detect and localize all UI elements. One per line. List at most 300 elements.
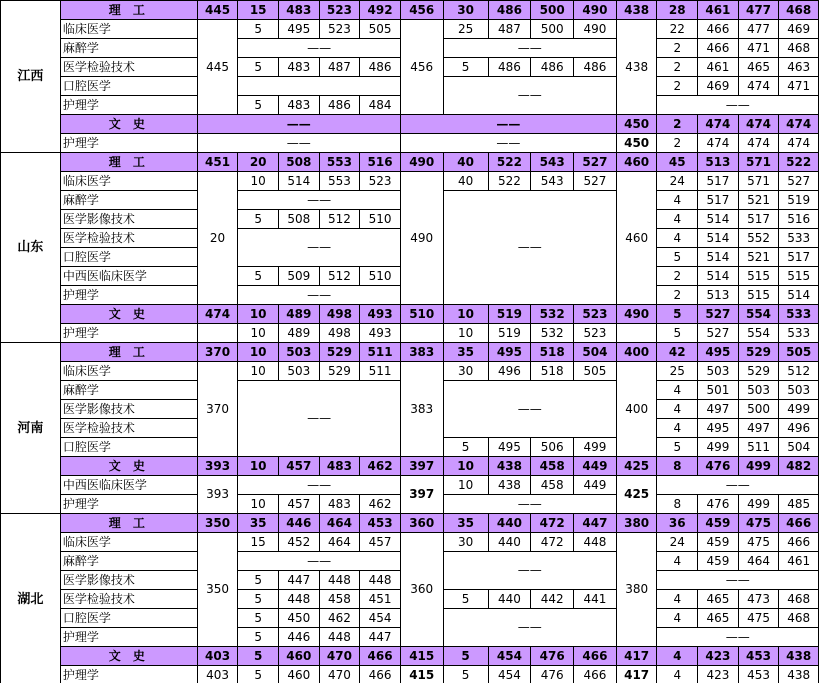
header-cell: 470: [319, 647, 360, 666]
score-cell: 476: [531, 666, 574, 683]
score-cell: 474: [738, 77, 779, 96]
score-cell: 4: [657, 419, 698, 438]
header-cell: 474: [738, 115, 779, 134]
score-cell: 4: [657, 666, 698, 683]
score-cell: 468: [779, 39, 819, 58]
header-cell: 449: [574, 457, 617, 476]
plan-cell: 460: [616, 172, 657, 305]
header-cell: 503: [278, 343, 319, 362]
score-cell: 517: [698, 191, 739, 210]
score-cell: 4: [657, 552, 698, 571]
score-cell: 571: [738, 172, 779, 191]
section-label: 文 史: [60, 457, 197, 476]
score-cell: 2: [657, 39, 698, 58]
score-cell: 514: [698, 248, 739, 267]
header-cell: 5: [657, 305, 698, 324]
header-cell: 2: [657, 115, 698, 134]
header-cell: 513: [698, 153, 739, 172]
header-cell: 453: [738, 647, 779, 666]
table-row: [1, 134, 819, 153]
score-cell: 533: [779, 324, 819, 343]
header-cell: 490: [574, 1, 617, 20]
score-cell: 514: [278, 172, 319, 191]
section-header-row: [1, 514, 819, 533]
score-cell: 529: [319, 362, 360, 381]
header-cell: 483: [278, 1, 319, 20]
score-cell: 495: [698, 419, 739, 438]
score-cell: 470: [319, 666, 360, 683]
score-cell: 511: [360, 362, 401, 381]
score-cell: 500: [738, 400, 779, 419]
score-cell: 489: [278, 324, 319, 343]
major-name: 护理学: [60, 628, 197, 647]
dash-cell: ——: [197, 134, 400, 153]
score-cell: 514: [698, 267, 739, 286]
score-cell: 512: [779, 362, 819, 381]
header-cell: 417: [616, 647, 657, 666]
header-cell: 472: [531, 514, 574, 533]
major-name: 医学检验技术: [60, 419, 197, 438]
header-cell: 519: [488, 305, 531, 324]
score-cell: 457: [360, 533, 401, 552]
header-cell: 10: [443, 305, 488, 324]
score-cell: 514: [698, 210, 739, 229]
score-cell: 529: [738, 362, 779, 381]
dash-cell: ——: [443, 381, 616, 438]
header-cell: 456: [400, 1, 443, 20]
score-cell: 486: [531, 58, 574, 77]
section-header-row: [1, 1, 819, 20]
score-cell: 2: [657, 134, 698, 153]
score-cell: 15: [238, 533, 279, 552]
plan-cell: 360: [400, 533, 443, 647]
plan-cell: 400: [616, 362, 657, 457]
score-cell: 465: [738, 58, 779, 77]
header-cell: 510: [400, 305, 443, 324]
score-cell: 499: [779, 400, 819, 419]
score-cell: 523: [319, 20, 360, 39]
header-cell: 474: [698, 115, 739, 134]
score-cell: 510: [360, 267, 401, 286]
section-label: 文 史: [60, 305, 197, 324]
score-cell: 476: [698, 495, 739, 514]
score-cell: 474: [738, 134, 779, 153]
score-cell: 503: [698, 362, 739, 381]
header-cell: 462: [360, 457, 401, 476]
score-cell: 514: [779, 286, 819, 305]
score-cell: 2: [657, 58, 698, 77]
score-cell: 506: [531, 438, 574, 457]
section-label: 理 工: [60, 514, 197, 533]
score-cell: 25: [443, 20, 488, 39]
province-name: 湖北: [1, 514, 61, 683]
score-cell: 450: [278, 609, 319, 628]
score-cell: 532: [531, 324, 574, 343]
major-name: 临床医学: [60, 362, 197, 381]
score-cell: 504: [779, 438, 819, 457]
header-cell: 403: [197, 647, 238, 666]
score-cell: 8: [657, 495, 698, 514]
major-name: 口腔医学: [60, 248, 197, 267]
plan-cell: 490: [400, 172, 443, 305]
dash-cell: ——: [238, 191, 401, 210]
score-cell: 423: [698, 666, 739, 683]
header-cell: 529: [738, 343, 779, 362]
header-cell: 383: [400, 343, 443, 362]
header-cell: 518: [531, 343, 574, 362]
plan-cell: 456: [400, 20, 443, 115]
header-cell: 543: [531, 153, 574, 172]
section-label: 理 工: [60, 1, 197, 20]
major-name: 护理学: [60, 96, 197, 115]
score-cell: 465: [698, 590, 739, 609]
score-cell: 466: [779, 533, 819, 552]
score-cell: 471: [779, 77, 819, 96]
score-cell: 440: [488, 590, 531, 609]
score-cell: 5: [657, 248, 698, 267]
major-name: 护理学: [60, 666, 197, 683]
score-cell: 5: [238, 96, 279, 115]
dash-cell: ——: [657, 476, 819, 495]
score-cell: 513: [698, 286, 739, 305]
score-cell: 448: [360, 571, 401, 590]
major-name: 医学影像技术: [60, 210, 197, 229]
score-cell: 487: [488, 20, 531, 39]
score-cell: 517: [738, 210, 779, 229]
header-cell: 529: [319, 343, 360, 362]
header-cell: 425: [616, 457, 657, 476]
score-cell: 468: [779, 609, 819, 628]
header-cell: 454: [488, 647, 531, 666]
dash-cell: ——: [238, 476, 401, 495]
section-label: 理 工: [60, 343, 197, 362]
major-name: 医学影像技术: [60, 400, 197, 419]
header-cell: 40: [443, 153, 488, 172]
score-cell: 509: [278, 267, 319, 286]
province-name: 河南: [1, 343, 61, 514]
plan-cell: 403: [197, 666, 238, 683]
section-label: 文 史: [60, 647, 197, 666]
section-label: 文 史: [60, 115, 197, 134]
empty-cell: [616, 324, 657, 343]
major-name: 麻醉学: [60, 381, 197, 400]
score-cell: 552: [738, 229, 779, 248]
score-cell: 4: [657, 590, 698, 609]
header-cell: 451: [197, 153, 238, 172]
major-name: 中西医临床医学: [60, 476, 197, 495]
score-cell: 499: [738, 495, 779, 514]
dash-cell: ——: [443, 39, 616, 58]
score-cell: 448: [574, 533, 617, 552]
header-cell: 438: [488, 457, 531, 476]
score-cell: 497: [698, 400, 739, 419]
section-header-row: [1, 153, 819, 172]
header-cell: 450: [616, 115, 657, 134]
major-name: 口腔医学: [60, 77, 197, 96]
score-cell: 498: [319, 324, 360, 343]
major-name: 临床医学: [60, 533, 197, 552]
header-cell: 490: [400, 153, 443, 172]
score-cell: 4: [657, 210, 698, 229]
header-cell: 10: [238, 305, 279, 324]
score-cell: 518: [531, 362, 574, 381]
score-cell: 22: [657, 20, 698, 39]
score-cell: 471: [738, 39, 779, 58]
header-cell: 489: [278, 305, 319, 324]
major-name: 临床医学: [60, 20, 197, 39]
major-name: 医学影像技术: [60, 571, 197, 590]
header-cell: 468: [779, 1, 819, 20]
score-cell: 487: [319, 58, 360, 77]
plan-cell: 393: [197, 476, 238, 514]
score-cell: 10: [238, 362, 279, 381]
score-cell: 503: [779, 381, 819, 400]
score-cell: 463: [779, 58, 819, 77]
major-name: 护理学: [60, 134, 197, 153]
score-cell: 451: [360, 590, 401, 609]
major-name: 护理学: [60, 286, 197, 305]
header-cell: 457: [278, 457, 319, 476]
table-row: [1, 666, 819, 683]
score-cell: 500: [531, 20, 574, 39]
header-cell: 35: [443, 514, 488, 533]
plan-cell: 438: [616, 20, 657, 115]
section-header-row: [1, 305, 819, 324]
dash-cell: ——: [657, 628, 819, 647]
major-name: 医学检验技术: [60, 229, 197, 248]
score-cell: 466: [360, 666, 401, 683]
header-cell: 466: [574, 647, 617, 666]
header-cell: 523: [574, 305, 617, 324]
plan-cell: 450: [616, 134, 657, 153]
score-cell: 5: [238, 609, 279, 628]
score-cell: 517: [779, 248, 819, 267]
major-name: 中西医临床医学: [60, 267, 197, 286]
score-cell: 453: [738, 666, 779, 683]
major-name: 护理学: [60, 495, 197, 514]
header-cell: 440: [488, 514, 531, 533]
score-cell: 5: [238, 666, 279, 683]
score-cell: 461: [698, 58, 739, 77]
score-cell: 553: [319, 172, 360, 191]
header-cell: 505: [779, 343, 819, 362]
header-cell: 20: [238, 153, 279, 172]
score-cell: 2: [657, 77, 698, 96]
header-cell: 350: [197, 514, 238, 533]
plan-cell: 20: [197, 172, 238, 305]
score-cell: 438: [779, 666, 819, 683]
score-cell: 496: [779, 419, 819, 438]
major-name: 临床医学: [60, 172, 197, 191]
header-cell: 466: [779, 514, 819, 533]
score-cell: 508: [278, 210, 319, 229]
score-cell: 5: [657, 438, 698, 457]
dash-cell: ——: [238, 381, 401, 457]
score-cell: 10: [238, 172, 279, 191]
score-cell: 466: [574, 666, 617, 683]
score-cell: 4: [657, 400, 698, 419]
score-cell: 5: [443, 438, 488, 457]
score-cell: 461: [779, 552, 819, 571]
dash-cell: ——: [657, 571, 819, 590]
header-cell: 522: [488, 153, 531, 172]
header-cell: 423: [698, 647, 739, 666]
header-cell: 393: [197, 457, 238, 476]
major-name: 麻醉学: [60, 552, 197, 571]
score-cell: 438: [488, 476, 531, 495]
header-cell: 483: [319, 457, 360, 476]
header-cell: 370: [197, 343, 238, 362]
header-cell: 464: [319, 514, 360, 533]
header-cell: 474: [779, 115, 819, 134]
score-cell: 466: [698, 39, 739, 58]
score-cell: 449: [574, 476, 617, 495]
header-cell: 447: [574, 514, 617, 533]
table-row: [1, 476, 819, 495]
score-cell: 464: [319, 533, 360, 552]
score-cell: 459: [698, 552, 739, 571]
score-cell: 505: [574, 362, 617, 381]
header-cell: 30: [443, 1, 488, 20]
plan-cell: 370: [197, 362, 238, 457]
score-cell: 512: [319, 267, 360, 286]
score-cell: 515: [779, 267, 819, 286]
score-cell: 5: [238, 210, 279, 229]
header-cell: 474: [197, 305, 238, 324]
header-cell: 445: [197, 1, 238, 20]
score-cell: 473: [738, 590, 779, 609]
header-cell: 475: [738, 514, 779, 533]
section-header-row: [1, 457, 819, 476]
header-cell: 360: [400, 514, 443, 533]
score-cell: 446: [278, 628, 319, 647]
score-cell: 2: [657, 286, 698, 305]
score-cell: 490: [574, 20, 617, 39]
score-cell: 503: [738, 381, 779, 400]
score-cell: 486: [574, 58, 617, 77]
dash-cell: ——: [238, 286, 401, 305]
major-name: 医学检验技术: [60, 590, 197, 609]
score-cell: 448: [319, 628, 360, 647]
score-cell: 486: [488, 58, 531, 77]
empty-cell: [197, 324, 238, 343]
plan-cell: 380: [616, 533, 657, 647]
score-cell: 454: [360, 609, 401, 628]
major-name: 麻醉学: [60, 191, 197, 210]
dash-cell: ——: [400, 115, 616, 134]
score-cell: 486: [360, 58, 401, 77]
header-cell: 476: [698, 457, 739, 476]
score-cell: 469: [779, 20, 819, 39]
score-cell: 4: [657, 609, 698, 628]
header-cell: 486: [488, 1, 531, 20]
header-cell: 511: [360, 343, 401, 362]
header-cell: 5: [443, 647, 488, 666]
score-cell: 440: [488, 533, 531, 552]
score-cell: 458: [319, 590, 360, 609]
score-cell: 474: [779, 134, 819, 153]
score-cell: 483: [319, 495, 360, 514]
header-cell: 532: [531, 305, 574, 324]
score-cell: 452: [278, 533, 319, 552]
score-cell: 511: [738, 438, 779, 457]
table-row: [1, 324, 819, 343]
dash-cell: ——: [443, 77, 616, 115]
header-cell: 415: [400, 647, 443, 666]
header-cell: 571: [738, 153, 779, 172]
header-cell: 458: [531, 457, 574, 476]
score-cell: 30: [443, 362, 488, 381]
score-cell: 475: [738, 533, 779, 552]
header-cell: 460: [278, 647, 319, 666]
score-cell: 462: [319, 609, 360, 628]
major-name: 护理学: [60, 324, 197, 343]
score-cell: 527: [779, 172, 819, 191]
header-cell: 495: [488, 343, 531, 362]
header-cell: 459: [698, 514, 739, 533]
score-cell: 464: [738, 552, 779, 571]
score-cell: 5: [238, 267, 279, 286]
score-cell: 512: [319, 210, 360, 229]
section-header-row: [1, 647, 819, 666]
score-cell: 474: [698, 134, 739, 153]
score-cell: 521: [738, 248, 779, 267]
header-cell: 461: [698, 1, 739, 20]
dash-cell: ——: [400, 134, 616, 153]
score-cell: 514: [698, 229, 739, 248]
score-cell: 4: [657, 381, 698, 400]
score-cell: 441: [574, 590, 617, 609]
score-cell: 515: [738, 267, 779, 286]
score-cell: 459: [698, 533, 739, 552]
header-cell: 35: [238, 514, 279, 533]
header-cell: 523: [319, 1, 360, 20]
header-cell: 446: [278, 514, 319, 533]
plan-cell: 397: [400, 476, 443, 514]
header-cell: 490: [616, 305, 657, 324]
section-label: 理 工: [60, 153, 197, 172]
major-name: 麻醉学: [60, 39, 197, 58]
score-cell: 10: [238, 324, 279, 343]
score-cell: 483: [278, 96, 319, 115]
score-cell: 543: [531, 172, 574, 191]
dash-cell: ——: [443, 552, 616, 590]
score-cell: 454: [488, 666, 531, 683]
score-cell: 25: [657, 362, 698, 381]
score-cell: 475: [738, 609, 779, 628]
score-cell: 24: [657, 533, 698, 552]
score-cell: 5: [443, 590, 488, 609]
score-cell: 468: [779, 590, 819, 609]
score-cell: 517: [698, 172, 739, 191]
score-cell: 519: [488, 324, 531, 343]
empty-cell: [400, 324, 443, 343]
score-cell: 477: [738, 20, 779, 39]
dash-cell: ——: [443, 495, 616, 514]
header-cell: 533: [779, 305, 819, 324]
header-cell: 15: [238, 1, 279, 20]
score-cell: 448: [278, 590, 319, 609]
header-cell: 527: [698, 305, 739, 324]
dash-cell: ——: [197, 115, 400, 134]
table-row: [1, 172, 819, 191]
score-cell: 554: [738, 324, 779, 343]
plan-cell: 350: [197, 533, 238, 647]
score-cell: 5: [443, 666, 488, 683]
score-cell: 5: [238, 590, 279, 609]
score-cell: 462: [360, 495, 401, 514]
dash-cell: ——: [657, 96, 819, 115]
